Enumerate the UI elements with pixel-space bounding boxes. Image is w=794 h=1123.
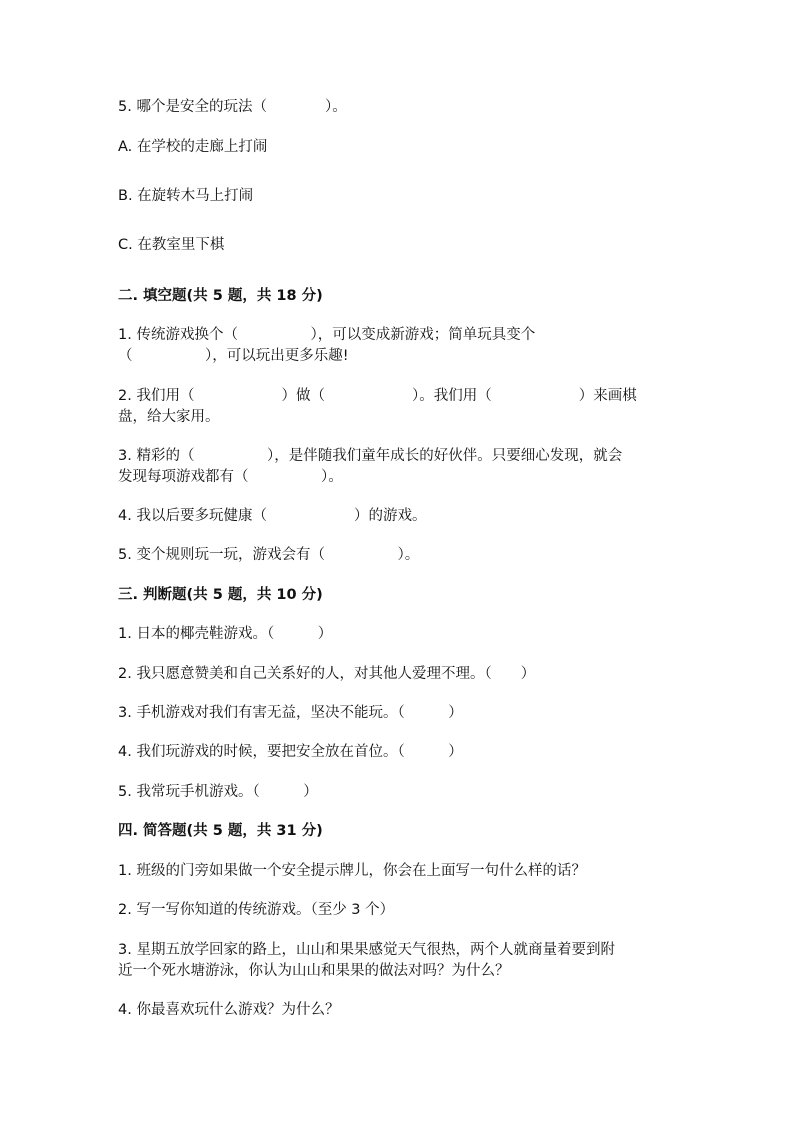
- judge-q5: 5. 我常玩手机游戏。（ ）: [118, 784, 318, 800]
- fill-q2-line1: 2. 我们用（ ）做（ ）。我们用（ ）来画棋: [118, 388, 637, 404]
- option-c: C. 在教室里下棋: [118, 237, 225, 253]
- fill-q1-line1: 1. 传统游戏换个（ ），可以变成新游戏；简单玩具变个: [118, 327, 536, 343]
- section-heading-judgement: 三. 判断题(共 5 题，共 10 分): [118, 587, 323, 603]
- short-q1: 1. 班级的门旁如果做一个安全提示牌儿，你会在上面写一句什么样的话？: [118, 863, 586, 879]
- option-a: A. 在学校的走廊上打闹: [118, 139, 268, 155]
- judge-q4: 4. 我们玩游戏的时候，要把安全放在首位。（ ）: [118, 744, 463, 760]
- section-heading-short-answer: 四. 简答题(共 5 题，共 31 分): [118, 823, 323, 839]
- judge-q2: 2. 我只愿意赞美和自己关系好的人，对其他人爱理不理。（ ）: [118, 666, 536, 682]
- short-q3-line1: 3. 星期五放学回家的路上，山山和果果感觉天气很热，两个人就商量着要到附: [118, 942, 615, 958]
- fill-q3-line1: 3. 精彩的（ ），是伴随我们童年成长的好伙伴。只要细心发现，就会: [118, 448, 623, 464]
- question-5-choice: 5. 哪个是安全的玩法（ ）。: [118, 99, 347, 115]
- short-q4: 4. 你最喜欢玩什么游戏？为什么？: [118, 1002, 340, 1018]
- judge-q3: 3. 手机游戏对我们有害无益，坚决不能玩。（ ）: [118, 705, 463, 721]
- short-q3-line2: 近一个死水塘游泳，你认为山山和果果的做法对吗？为什么？: [118, 963, 510, 979]
- short-q2: 2. 写一写你知道的传统游戏。（至少 3 个）: [118, 902, 395, 918]
- fill-q5: 5. 变个规则玩一玩，游戏会有（ ）。: [118, 547, 420, 563]
- fill-q1-line2: （ ），可以玩出更多乐趣!: [118, 348, 349, 364]
- section-heading-fill-blank: 二. 填空题(共 5 题，共 18 分): [118, 288, 323, 304]
- option-b: B. 在旋转木马上打闹: [118, 188, 254, 204]
- fill-q3-line2: 发现每项游戏都有（ ）。: [118, 469, 343, 485]
- fill-q2-line2: 盘，给大家用。: [118, 409, 220, 425]
- judge-q1: 1. 日本的椰壳鞋游戏。（ ）: [118, 626, 333, 642]
- fill-q4: 4. 我以后要多玩健康（ ）的游戏。: [118, 508, 427, 524]
